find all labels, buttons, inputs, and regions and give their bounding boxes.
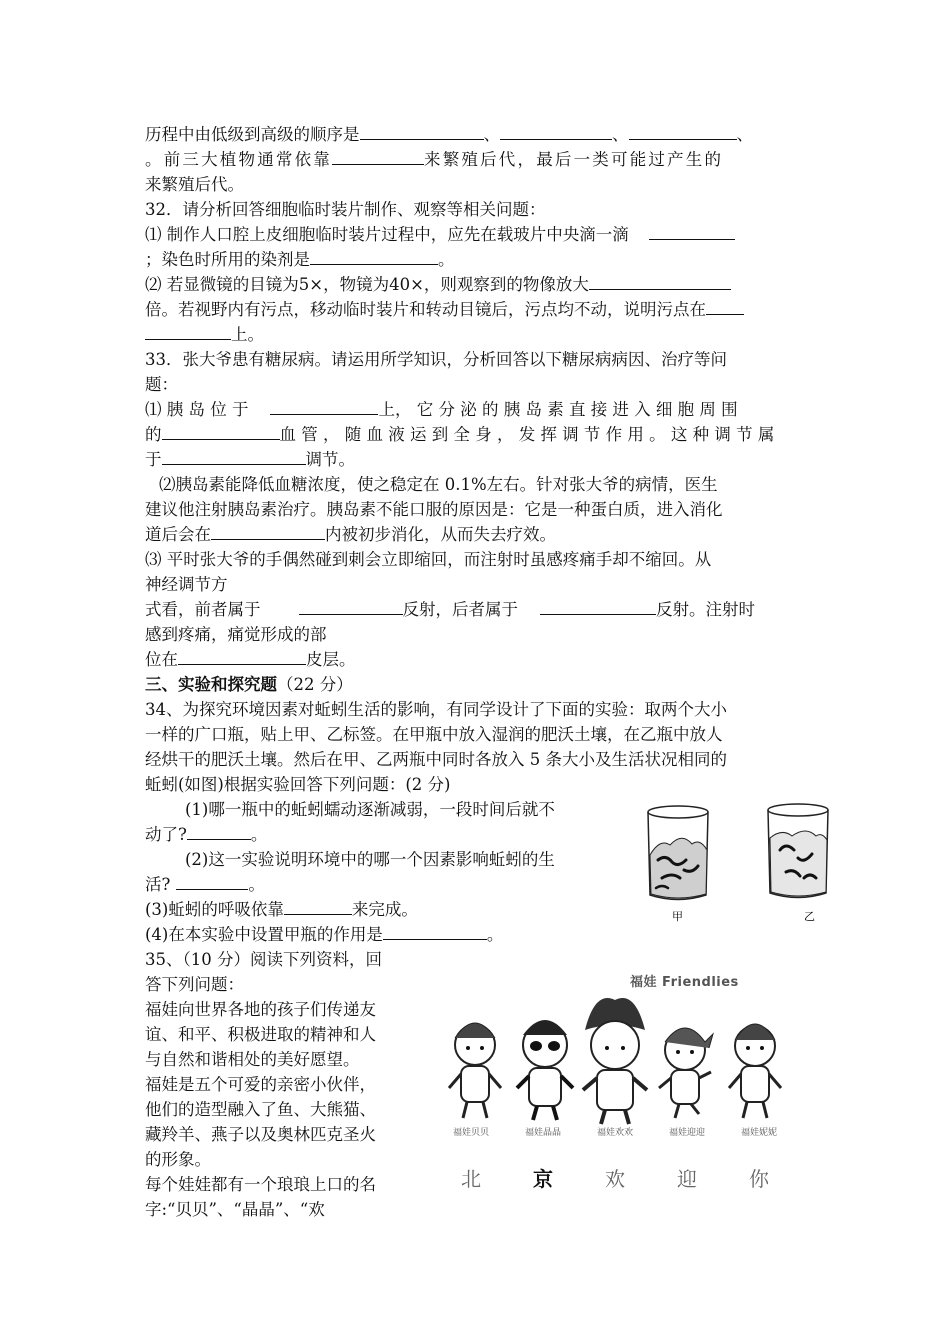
blank[interactable] [360,122,484,140]
text: 来完成。 [351,900,418,919]
text: 题： [145,375,178,394]
text: 来繁殖后代。 [145,175,244,194]
q33-title [145,347,810,372]
text: 皮层。 [306,650,356,669]
blank[interactable] [706,297,744,315]
q34-d [145,772,810,797]
text: 与自然和谐相处的美好愿望。 [145,1050,360,1069]
q32-2b [145,297,810,322]
text: 来繁殖后代，最后一类可能过产生的 [424,150,724,169]
blank[interactable] [145,322,231,340]
text: (2)这一实验说明环境中的哪一个因素影响蚯蚓的生 [185,850,555,869]
text: 感到疼痛，痛觉形成的部 [145,625,327,644]
blank[interactable] [176,872,248,890]
blank[interactable] [299,597,403,615]
section-title: 三、实验和探究题 [145,675,277,694]
text: ⑴ 胰 岛 位 于 [145,400,249,419]
text: 、 [483,125,500,144]
text: 福娃是五个可爱的亲密小伙伴， [145,1075,376,1094]
line-3 [145,172,810,197]
fuwa-name: 福娃贝贝 [452,1128,489,1138]
jars-illustration [640,800,840,925]
text: 式看，前者属于 [145,600,261,619]
text: 32．请分析回答细胞临时装片制作、观察等相关问题： [145,200,546,219]
text: 历程中由低级到高级的顺序是 [145,125,360,144]
text: 33．张大爷患有糖尿病。请运用所学知识，分析回答以下糖尿病病因、治疗等问 [145,350,727,369]
text: 调节。 [305,450,355,469]
blank[interactable] [211,522,325,540]
line-1 [145,122,810,147]
text: 。 [250,825,268,844]
text: 谊、和平、积极进取的精神和人 [145,1025,376,1044]
jar-a-label: 甲 [672,910,683,923]
q35-k [145,1197,810,1222]
mascot-jingjing [517,1020,573,1120]
text: 上， 它 分 泌 的 胰 岛 素 直 接 进 入 细 胞 周 围 [378,400,738,419]
q33-title-b [145,372,810,397]
fuwa-chars [435,1163,795,1192]
text: 的 [145,425,162,444]
q33-2c [145,522,810,547]
text: ⑶ 平时张大爷的手偶然碰到刺会立即缩回，而注射时虽感疼痛手却不缩回。从 [145,550,712,569]
text: 反射，后者属于 [402,600,518,619]
text: 内被初步消化，从而失去疗效。 [325,525,556,544]
text: (3)蚯蚓的呼吸依靠 [145,900,284,919]
fuwa-char: 迎 [677,1167,697,1191]
text: ⑵ 若显微镜的目镜为5×，物镜为40×，则观察到的物像放大 [145,275,589,294]
mascot-huanhuan [583,998,647,1124]
fuwa-name: 福娃妮妮 [740,1128,777,1138]
text: 活? [145,875,171,894]
q32-1 [145,222,810,247]
q32-title [145,197,810,222]
text: 答下列问题： [145,975,244,994]
text: 每个娃娃都有一个琅琅上口的名 [145,1175,376,1194]
text: 经烘干的肥沃土壤。然后在甲、乙两瓶中同时各放入 5 条大小及生活状况相同的 [145,750,727,769]
q33-2b [145,497,810,522]
q33-3d [145,622,810,647]
text: ⑴ 制作人口腔上皮细胞临时装片过程中，应先在载玻片中央滴一滴 [145,225,629,244]
blank[interactable] [649,222,735,240]
text: 。 [486,925,504,944]
fuwa-name: 福娃迎迎 [668,1128,705,1138]
q33-2 [145,472,810,497]
blank[interactable] [178,647,306,665]
text: 建议他注射胰岛素治疗。胰岛素不能口服的原因是：它是一种蛋白质，进入消化 [145,500,723,519]
earthworm-jars-figure [640,800,840,925]
fuwa-figure [435,965,795,1200]
jar-b [768,804,828,898]
section-points: （22 分） [277,675,353,694]
q34-b [145,722,810,747]
q33-1b [145,422,810,447]
q32-2c [145,322,810,347]
blank[interactable] [383,922,487,940]
fuwa-name: 福娃晶晶 [524,1128,561,1138]
fuwa-char: 京 [533,1167,553,1191]
blank[interactable] [187,822,251,840]
text: 于 [145,450,162,469]
blank[interactable] [540,597,656,615]
blank[interactable] [310,247,438,265]
blank[interactable] [284,897,352,915]
blank[interactable] [589,272,731,290]
fuwa-char: 北 [461,1167,481,1191]
text: 他们的造型融入了鱼、大熊猫、 [145,1100,376,1119]
text: 藏羚羊、燕子以及奥林匹克圣火 [145,1125,376,1144]
blank[interactable] [162,422,280,440]
q33-3c [145,597,810,622]
text: (4)在本实验中设置甲瓶的作用是 [145,925,383,944]
fuwa-title: 福娃 Friendlies [630,975,739,990]
text: 道后会在 [145,525,211,544]
text: 。前三大植物通常依靠 [145,150,332,169]
q32-2 [145,272,810,297]
q34-4 [145,922,810,947]
q33-1 [145,397,810,422]
text: 。 [438,250,455,269]
blank[interactable] [629,122,737,140]
text: 神经调节方 [145,575,228,594]
q33-3 [145,547,810,572]
text: ⑵胰岛素能降低血糖浓度，使之稳定在 0.1%左右。针对张大爷的病情，医生 [159,475,718,494]
blank[interactable] [500,122,612,140]
fuwa-char: 欢 [605,1167,625,1191]
text: 的形象。 [145,1150,211,1169]
text: 一样的广口瓶，贴上甲、乙标签。在甲瓶中放入湿润的肥沃土壤，在乙瓶中放人 [145,725,723,744]
text: 上。 [231,325,264,344]
q33-3b [145,572,810,597]
jar-b-label: 乙 [804,910,815,923]
blank[interactable] [162,447,306,465]
mascot-nini [729,1024,781,1118]
text: 。 [248,875,265,894]
text: 字:“贝贝”、“晶晶”、“欢 [145,1200,325,1219]
text: 反射。注射时 [656,600,755,619]
fuwa-char: 你 [749,1167,769,1191]
text: 蚯蚓(如图)根据实验回答下列问题：(2 分) [145,775,451,794]
text: 、 [736,125,753,144]
fuwa-names [435,1125,795,1138]
text: (1)哪一瓶中的蚯蚓蠕动逐渐减弱，一段时间后就不 [185,800,555,819]
text: 血 管 ， 随 血 液 运 到 全 身 ， 发 挥 调 节 作 用 。 这 种 调 节 属 [279,425,775,444]
mascot-yingying [659,1028,713,1118]
section-3-heading [145,672,810,697]
text: 、 [612,125,629,144]
text: 动了? [145,825,187,844]
text: 倍。若视野内有污点，移动临时装片和转动目镜后，污点均不动，说明污点在 [145,300,706,319]
q33-3e [145,647,810,672]
text: 34、为探究环境因素对蚯蚓生活的影响，有同学设计了下面的实验：取两个大小 [145,700,727,719]
jar-a [648,806,708,900]
line-2 [145,147,810,172]
text: ；染色时所用的染剂是 [145,250,310,269]
text: 35、（10 分）阅读下列资料，回 [145,950,382,969]
mascot-beibei [449,1023,501,1118]
q34-c [145,747,810,772]
q33-1c [145,447,810,472]
fuwa-name: 福娃欢欢 [596,1128,633,1138]
text: 位在 [145,650,178,669]
text: 福娃向世界各地的孩子们传递友 [145,1000,376,1019]
blank[interactable] [332,147,424,165]
blank[interactable] [270,397,378,415]
q32-1b [145,247,810,272]
q34-a [145,697,810,722]
